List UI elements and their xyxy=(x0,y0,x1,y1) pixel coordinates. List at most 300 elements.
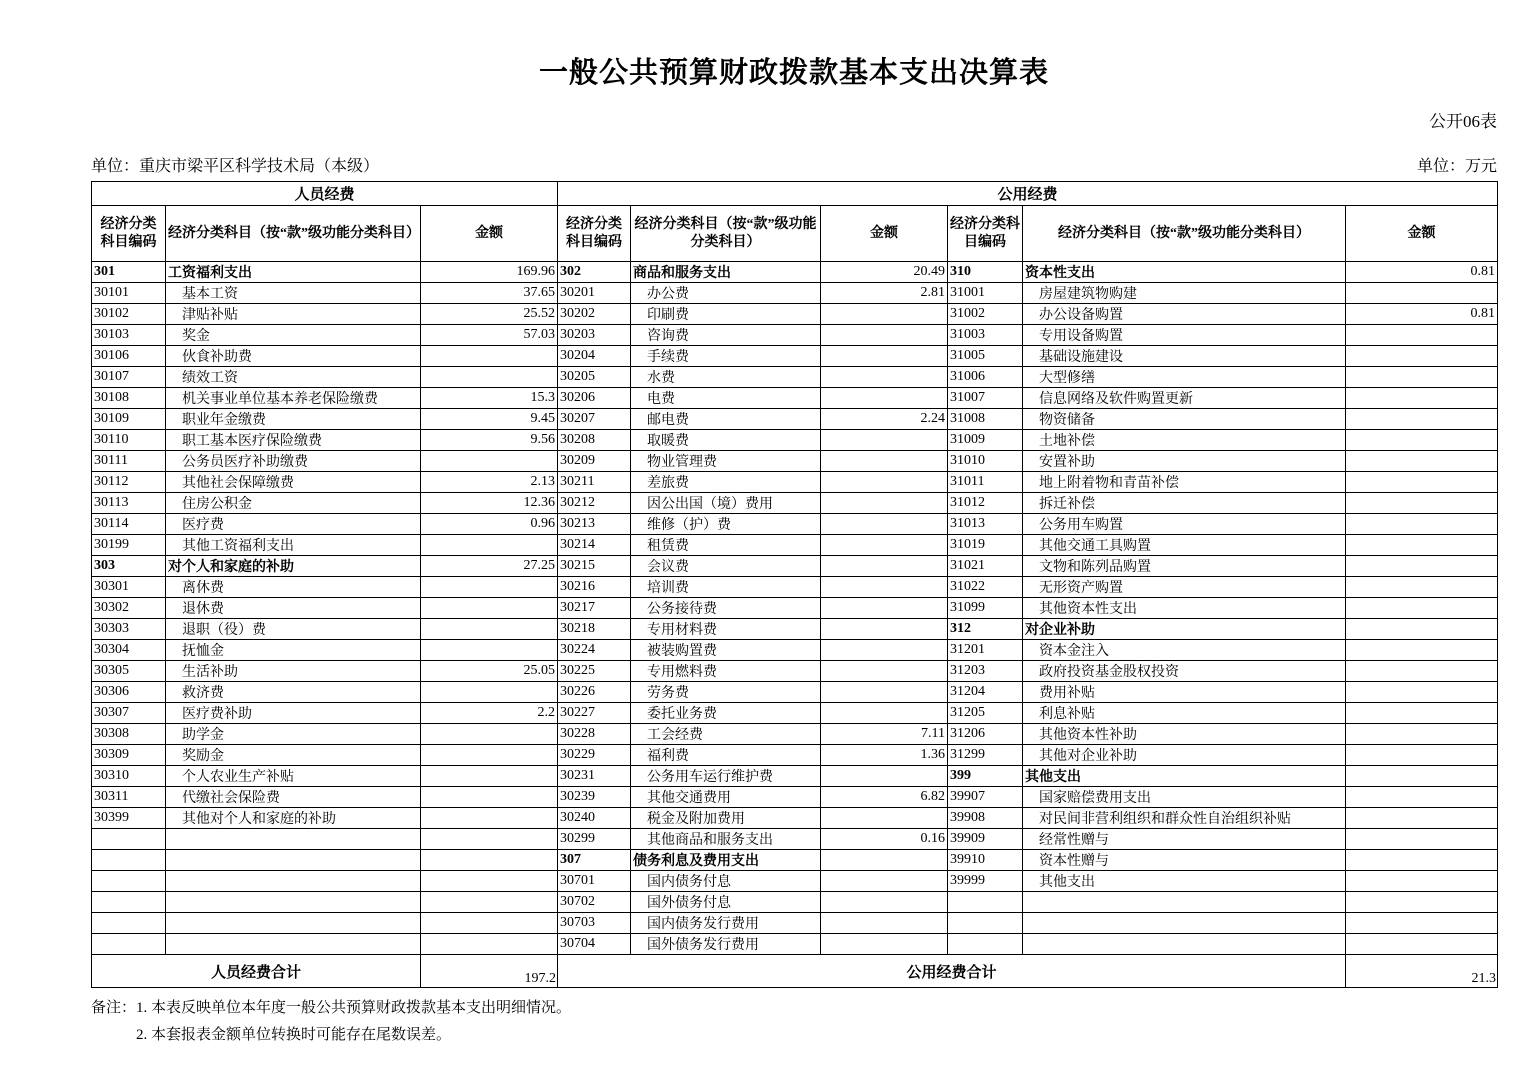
cell-amount xyxy=(1346,388,1498,409)
cell-subject-name: 水费 xyxy=(631,367,821,388)
cell-amount xyxy=(421,787,558,808)
cell-code: 31006 xyxy=(948,367,1023,388)
cell-amount: 0.96 xyxy=(421,514,558,535)
cell-subject-name: 安置补助 xyxy=(1023,451,1346,472)
cell-amount xyxy=(1346,850,1498,871)
cell-subject-name xyxy=(1023,934,1346,955)
cell-code: 30305 xyxy=(92,661,166,682)
cell-code: 30301 xyxy=(92,577,166,598)
total-row xyxy=(92,955,1498,988)
cell-amount xyxy=(1346,682,1498,703)
cell-amount xyxy=(1346,787,1498,808)
cell-subject-name: 商品和服务支出 xyxy=(631,262,821,283)
cell-subject-name: 债务利息及费用支出 xyxy=(631,850,821,871)
cell-amount xyxy=(1346,493,1498,514)
cell-amount xyxy=(421,934,558,955)
cell-amount xyxy=(1346,892,1498,913)
cell-subject-name: 咨询费 xyxy=(631,325,821,346)
cell-subject-name: 租赁费 xyxy=(631,535,821,556)
cell-amount: 15.3 xyxy=(421,388,558,409)
cell-subject-name: 奖励金 xyxy=(166,745,421,766)
cell-code: 30303 xyxy=(92,619,166,640)
cell-subject-name: 劳务费 xyxy=(631,682,821,703)
cell-amount xyxy=(821,304,948,325)
col-header-name-2: 经济分类科目（按“款”级功能分类科目） xyxy=(631,206,821,262)
cell-code: 30225 xyxy=(558,661,631,682)
cell-subject-name: 退职（役）费 xyxy=(166,619,421,640)
table-row xyxy=(92,766,1498,787)
cell-subject-name: 医疗费补助 xyxy=(166,703,421,724)
personnel-total-label: 人员经费合计 xyxy=(92,955,421,988)
col-header-code-3: 经济分类科目编码 xyxy=(948,206,1023,262)
cell-code: 30202 xyxy=(558,304,631,325)
cell-code: 31009 xyxy=(948,430,1023,451)
cell-amount xyxy=(1346,913,1498,934)
cell-amount xyxy=(421,367,558,388)
cell-amount xyxy=(1346,430,1498,451)
cell-subject-name: 对个人和家庭的补助 xyxy=(166,556,421,577)
cell-subject-name: 资本金注入 xyxy=(1023,640,1346,661)
cell-code: 30226 xyxy=(558,682,631,703)
cell-code: 30239 xyxy=(558,787,631,808)
cell-code: 31013 xyxy=(948,514,1023,535)
column-header-row xyxy=(92,206,1498,262)
cell-code: 30213 xyxy=(558,514,631,535)
cell-amount xyxy=(421,724,558,745)
cell-amount xyxy=(1346,619,1498,640)
cell-subject-name: 津贴补贴 xyxy=(166,304,421,325)
cell-subject-name: 其他交通工具购置 xyxy=(1023,535,1346,556)
cell-subject-name: 生活补助 xyxy=(166,661,421,682)
cell-subject-name: 信息网络及软件购置更新 xyxy=(1023,388,1346,409)
table-row xyxy=(92,829,1498,850)
cell-code: 31203 xyxy=(948,661,1023,682)
cell-code: 30299 xyxy=(558,829,631,850)
group-header-personnel: 人员经费 xyxy=(92,182,558,206)
cell-amount xyxy=(821,493,948,514)
cell-code: 30108 xyxy=(92,388,166,409)
cell-amount: 2.24 xyxy=(821,409,948,430)
cell-subject-name: 其他对企业补助 xyxy=(1023,745,1346,766)
cell-subject-name: 地上附着物和青苗补偿 xyxy=(1023,472,1346,493)
cell-amount xyxy=(1346,703,1498,724)
cell-code: 30103 xyxy=(92,325,166,346)
cell-subject-name: 经常性赠与 xyxy=(1023,829,1346,850)
cell-subject-name: 培训费 xyxy=(631,577,821,598)
cell-amount xyxy=(821,892,948,913)
cell-amount xyxy=(1346,871,1498,892)
cell-code: 30304 xyxy=(92,640,166,661)
table-row xyxy=(92,367,1498,388)
cell-subject-name: 个人农业生产补贴 xyxy=(166,766,421,787)
cell-amount: 9.56 xyxy=(421,430,558,451)
table-row xyxy=(92,388,1498,409)
cell-code: 31205 xyxy=(948,703,1023,724)
cell-amount xyxy=(821,808,948,829)
cell-code: 30211 xyxy=(558,472,631,493)
cell-subject-name: 拆迁补偿 xyxy=(1023,493,1346,514)
cell-subject-name: 对民间非营利组织和群众性自治组织补贴 xyxy=(1023,808,1346,829)
cell-amount xyxy=(1346,661,1498,682)
cell-subject-name: 专用燃料费 xyxy=(631,661,821,682)
cell-code: 31001 xyxy=(948,283,1023,304)
cell-code: 30201 xyxy=(558,283,631,304)
table-row xyxy=(92,745,1498,766)
unit-name: 单位：重庆市梁平区科学技术局（本级） xyxy=(91,158,380,175)
cell-amount xyxy=(421,892,558,913)
cell-code: 39908 xyxy=(948,808,1023,829)
cell-code: 30217 xyxy=(558,598,631,619)
cell-subject-name: 伙食补助费 xyxy=(166,346,421,367)
cell-subject-name xyxy=(166,871,421,892)
cell-code: 31010 xyxy=(948,451,1023,472)
cell-subject-name: 国内债务发行费用 xyxy=(631,913,821,934)
cell-subject-name: 印刷费 xyxy=(631,304,821,325)
cell-subject-name: 房屋建筑物购建 xyxy=(1023,283,1346,304)
cell-code: 30701 xyxy=(558,871,631,892)
cell-subject-name: 国家赔偿费用支出 xyxy=(1023,787,1346,808)
cell-subject-name: 无形资产购置 xyxy=(1023,577,1346,598)
public-total-amount: 21.3 xyxy=(1346,955,1498,988)
cell-amount xyxy=(821,346,948,367)
cell-subject-name: 国外债务发行费用 xyxy=(631,934,821,955)
cell-subject-name xyxy=(1023,913,1346,934)
cell-amount: 0.81 xyxy=(1346,304,1498,325)
cell-code: 30112 xyxy=(92,472,166,493)
cell-subject-name: 物资储备 xyxy=(1023,409,1346,430)
cell-code: 30110 xyxy=(92,430,166,451)
cell-code: 30216 xyxy=(558,577,631,598)
cell-amount: 25.05 xyxy=(421,661,558,682)
cell-amount xyxy=(1346,556,1498,577)
cell-code: 31003 xyxy=(948,325,1023,346)
cell-subject-name: 邮电费 xyxy=(631,409,821,430)
cell-code xyxy=(92,850,166,871)
cell-code: 30106 xyxy=(92,346,166,367)
cell-code: 30114 xyxy=(92,514,166,535)
table-row xyxy=(92,598,1498,619)
cell-amount: 2.2 xyxy=(421,703,558,724)
cell-subject-name: 工资福利支出 xyxy=(166,262,421,283)
cell-amount xyxy=(821,430,948,451)
cell-amount xyxy=(421,829,558,850)
col-header-code-1: 经济分类科目编码 xyxy=(92,206,166,262)
table-row xyxy=(92,493,1498,514)
table-row xyxy=(92,577,1498,598)
cell-code: 30306 xyxy=(92,682,166,703)
table-row xyxy=(92,661,1498,682)
cell-amount xyxy=(1346,409,1498,430)
table-row xyxy=(92,787,1498,808)
cell-subject-name: 基础设施建设 xyxy=(1023,346,1346,367)
cell-code xyxy=(92,829,166,850)
cell-amount xyxy=(421,745,558,766)
cell-subject-name: 土地补偿 xyxy=(1023,430,1346,451)
cell-code: 31021 xyxy=(948,556,1023,577)
cell-amount xyxy=(421,598,558,619)
cell-amount xyxy=(1346,472,1498,493)
cell-code: 30111 xyxy=(92,451,166,472)
cell-code: 303 xyxy=(92,556,166,577)
cell-subject-name: 委托业务费 xyxy=(631,703,821,724)
cell-amount xyxy=(1346,745,1498,766)
cell-code xyxy=(948,934,1023,955)
table-row xyxy=(92,808,1498,829)
cell-amount: 0.16 xyxy=(821,829,948,850)
table-row xyxy=(92,892,1498,913)
cell-subject-name: 其他支出 xyxy=(1023,766,1346,787)
cell-code: 39907 xyxy=(948,787,1023,808)
cell-amount xyxy=(821,934,948,955)
cell-subject-name: 税金及附加费用 xyxy=(631,808,821,829)
table-row xyxy=(92,535,1498,556)
cell-subject-name xyxy=(166,892,421,913)
cell-subject-name: 费用补贴 xyxy=(1023,682,1346,703)
cell-subject-name: 利息补贴 xyxy=(1023,703,1346,724)
table-row xyxy=(92,682,1498,703)
cell-code: 30205 xyxy=(558,367,631,388)
cell-amount xyxy=(1346,724,1498,745)
cell-subject-name xyxy=(166,829,421,850)
col-header-code-2: 经济分类科目编码 xyxy=(558,206,631,262)
col-header-name-1: 经济分类科目（按“款”级功能分类科目） xyxy=(166,206,421,262)
cell-amount xyxy=(821,367,948,388)
cell-subject-name: 绩效工资 xyxy=(166,367,421,388)
cell-code xyxy=(92,871,166,892)
cell-amount xyxy=(1346,325,1498,346)
cell-amount xyxy=(1346,535,1498,556)
cell-code: 30204 xyxy=(558,346,631,367)
cell-code xyxy=(92,913,166,934)
cell-amount xyxy=(821,913,948,934)
cell-amount: 1.36 xyxy=(821,745,948,766)
cell-amount xyxy=(421,871,558,892)
cell-code: 30307 xyxy=(92,703,166,724)
cell-code: 30215 xyxy=(558,556,631,577)
cell-subject-name: 文物和陈列品购置 xyxy=(1023,556,1346,577)
cell-amount xyxy=(1346,577,1498,598)
cell-subject-name: 会议费 xyxy=(631,556,821,577)
cell-subject-name: 其他资本性补助 xyxy=(1023,724,1346,745)
cell-subject-name: 医疗费 xyxy=(166,514,421,535)
cell-code: 31012 xyxy=(948,493,1023,514)
cell-amount xyxy=(821,850,948,871)
cell-code: 30207 xyxy=(558,409,631,430)
cell-amount xyxy=(1346,283,1498,304)
cell-subject-name: 福利费 xyxy=(631,745,821,766)
cell-code xyxy=(92,892,166,913)
cell-subject-name xyxy=(166,850,421,871)
unit-currency: 单位：万元 xyxy=(1416,158,1497,175)
cell-code: 30101 xyxy=(92,283,166,304)
cell-code: 30199 xyxy=(92,535,166,556)
cell-code xyxy=(948,913,1023,934)
cell-amount xyxy=(421,913,558,934)
cell-subject-name: 助学金 xyxy=(166,724,421,745)
cell-subject-name: 公务接待费 xyxy=(631,598,821,619)
cell-code: 30240 xyxy=(558,808,631,829)
cell-code: 31204 xyxy=(948,682,1023,703)
cell-subject-name: 国外债务付息 xyxy=(631,892,821,913)
cell-amount xyxy=(421,808,558,829)
cell-amount xyxy=(1346,829,1498,850)
cell-amount xyxy=(421,451,558,472)
cell-code: 30109 xyxy=(92,409,166,430)
cell-subject-name: 电费 xyxy=(631,388,821,409)
cell-amount: 12.36 xyxy=(421,493,558,514)
cell-subject-name xyxy=(1023,892,1346,913)
cell-code: 399 xyxy=(948,766,1023,787)
cell-subject-name: 物业管理费 xyxy=(631,451,821,472)
notes xyxy=(91,995,1515,1049)
cell-code: 30214 xyxy=(558,535,631,556)
cell-code: 30703 xyxy=(558,913,631,934)
table-row xyxy=(92,451,1498,472)
table-row xyxy=(92,430,1498,451)
cell-subject-name: 其他社会保障缴费 xyxy=(166,472,421,493)
cell-code xyxy=(92,934,166,955)
table-row xyxy=(92,346,1498,367)
table-row xyxy=(92,871,1498,892)
cell-code: 30704 xyxy=(558,934,631,955)
cell-amount xyxy=(821,619,948,640)
cell-code: 30218 xyxy=(558,619,631,640)
cell-amount xyxy=(821,556,948,577)
cell-subject-name: 职业年金缴费 xyxy=(166,409,421,430)
cell-code: 30212 xyxy=(558,493,631,514)
table-row xyxy=(92,556,1498,577)
col-header-amount-1: 金额 xyxy=(421,206,558,262)
cell-code: 30102 xyxy=(92,304,166,325)
cell-subject-name: 其他工资福利支出 xyxy=(166,535,421,556)
cell-subject-name: 其他交通费用 xyxy=(631,787,821,808)
cell-code: 30231 xyxy=(558,766,631,787)
cell-code: 30310 xyxy=(92,766,166,787)
table-row xyxy=(92,934,1498,955)
table-row xyxy=(92,304,1498,325)
cell-subject-name: 退休费 xyxy=(166,598,421,619)
cell-subject-name: 办公设备购置 xyxy=(1023,304,1346,325)
cell-amount xyxy=(821,598,948,619)
table-row xyxy=(92,409,1498,430)
group-header-public: 公用经费 xyxy=(558,182,1498,206)
cell-amount: 27.25 xyxy=(421,556,558,577)
cell-amount xyxy=(821,871,948,892)
cell-subject-name: 维修（护）费 xyxy=(631,514,821,535)
cell-amount xyxy=(1346,451,1498,472)
table-row xyxy=(92,619,1498,640)
col-header-amount-3: 金额 xyxy=(1346,206,1498,262)
cell-subject-name: 资本性赠与 xyxy=(1023,850,1346,871)
table-row xyxy=(92,913,1498,934)
cell-subject-name: 专用材料费 xyxy=(631,619,821,640)
table-row xyxy=(92,850,1498,871)
cell-code: 30302 xyxy=(92,598,166,619)
cell-subject-name: 差旅费 xyxy=(631,472,821,493)
cell-code: 30224 xyxy=(558,640,631,661)
cell-amount xyxy=(821,388,948,409)
cell-code: 30228 xyxy=(558,724,631,745)
cell-code: 30229 xyxy=(558,745,631,766)
cell-amount xyxy=(821,451,948,472)
cell-code: 31008 xyxy=(948,409,1023,430)
cell-amount xyxy=(421,346,558,367)
cell-amount xyxy=(421,619,558,640)
cell-subject-name: 取暖费 xyxy=(631,430,821,451)
cell-code: 30311 xyxy=(92,787,166,808)
col-header-name-3: 经济分类科目（按“款”级功能分类科目） xyxy=(1023,206,1346,262)
cell-amount: 9.45 xyxy=(421,409,558,430)
expenditure-table xyxy=(91,181,1498,988)
cell-code: 30206 xyxy=(558,388,631,409)
cell-amount xyxy=(821,640,948,661)
cell-code: 30208 xyxy=(558,430,631,451)
cell-subject-name: 工会经费 xyxy=(631,724,821,745)
group-header-row xyxy=(92,182,1498,206)
cell-code: 31201 xyxy=(948,640,1023,661)
cell-amount xyxy=(821,514,948,535)
unit-line xyxy=(91,153,1497,176)
cell-amount: 6.82 xyxy=(821,787,948,808)
cell-amount xyxy=(421,682,558,703)
cell-subject-name: 抚恤金 xyxy=(166,640,421,661)
cell-subject-name: 手续费 xyxy=(631,346,821,367)
cell-code: 31022 xyxy=(948,577,1023,598)
cell-amount xyxy=(821,535,948,556)
cell-amount xyxy=(421,766,558,787)
cell-amount: 0.81 xyxy=(1346,262,1498,283)
cell-amount xyxy=(821,325,948,346)
note-line-1: 1. 本表反映单位本年度一般公共预算财政拨款基本支出明细情况。 xyxy=(136,1000,572,1016)
form-number-label: 公开06表 xyxy=(1429,112,1497,131)
cell-amount: 57.03 xyxy=(421,325,558,346)
table-row xyxy=(92,325,1498,346)
cell-code: 31206 xyxy=(948,724,1023,745)
cell-code: 30203 xyxy=(558,325,631,346)
cell-subject-name: 办公费 xyxy=(631,283,821,304)
cell-amount xyxy=(1346,598,1498,619)
cell-amount xyxy=(821,682,948,703)
cell-code: 30308 xyxy=(92,724,166,745)
cell-amount xyxy=(1346,808,1498,829)
cell-subject-name: 专用设备购置 xyxy=(1023,325,1346,346)
cell-amount xyxy=(821,703,948,724)
cell-code: 31007 xyxy=(948,388,1023,409)
cell-subject-name: 其他资本性支出 xyxy=(1023,598,1346,619)
cell-amount: 2.81 xyxy=(821,283,948,304)
cell-subject-name: 大型修缮 xyxy=(1023,367,1346,388)
cell-amount xyxy=(1346,367,1498,388)
cell-code: 30399 xyxy=(92,808,166,829)
cell-subject-name: 救济费 xyxy=(166,682,421,703)
table-row xyxy=(92,703,1498,724)
cell-subject-name xyxy=(166,913,421,934)
cell-subject-name: 对企业补助 xyxy=(1023,619,1346,640)
table-row xyxy=(92,283,1498,304)
cell-amount xyxy=(421,850,558,871)
table-body xyxy=(92,262,1498,955)
cell-code: 312 xyxy=(948,619,1023,640)
note-line-2: 2. 本套报表金额单位转换时可能存在尾数误差。 xyxy=(136,1027,452,1043)
cell-code: 31005 xyxy=(948,346,1023,367)
cell-code: 30702 xyxy=(558,892,631,913)
table-row xyxy=(92,514,1498,535)
cell-amount xyxy=(1346,640,1498,661)
notes-label: 备注： xyxy=(91,1000,137,1016)
col-header-amount-2: 金额 xyxy=(821,206,948,262)
cell-code: 31002 xyxy=(948,304,1023,325)
cell-amount xyxy=(1346,514,1498,535)
